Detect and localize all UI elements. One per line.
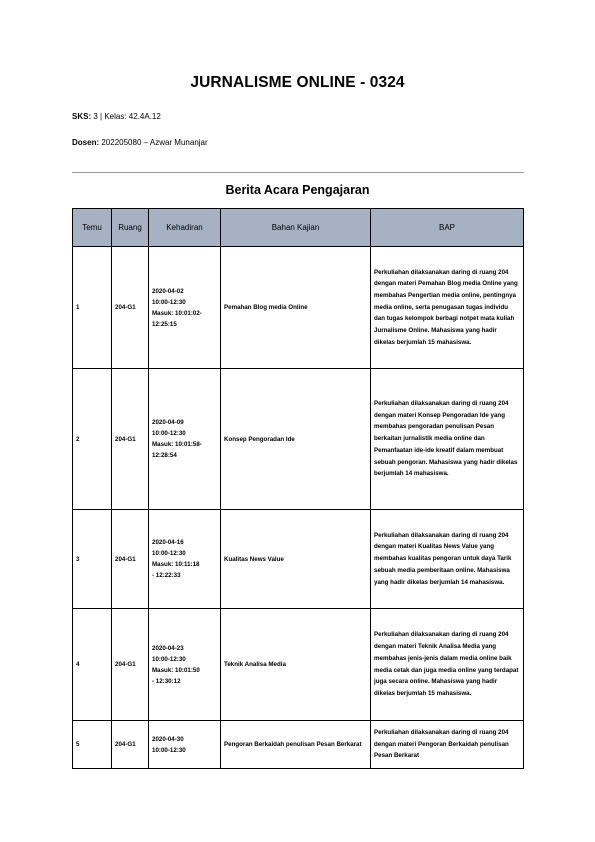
teaching-record-table: [72, 208, 524, 769]
header-bahan-kajian: Bahan Kajian: [221, 209, 371, 247]
table-row: [73, 369, 524, 510]
cell-bap: Perkuliahan dilaksanakan daring di ruang 204 dengan materi Teknik Analisa Media yang membahas jenis-jenis dalam media online baik media cetak dan juga media online yang terdapat juga secara online. Mahasiswa yang hadir dikelas berjumlah 15 mahasiswa.: [371, 609, 524, 721]
cell-ruang: 204-G1: [112, 609, 149, 721]
kehadiran-masuk: Masuk: 10:01:58-: [152, 441, 202, 448]
cell-temu: 2: [73, 369, 112, 510]
kehadiran-date: 2020-04-16: [152, 539, 184, 546]
course-info: [72, 112, 161, 121]
lecturer-info: [72, 138, 208, 147]
kehadiran-keluar: 12:28:54: [152, 452, 177, 459]
cell-bap: Perkuliahan dilaksanakan daring di ruang 204 dengan materi Konsep Pengoradan Ide yang membahas pengoradan penulisan Pesan berkaitan jurnalistik media online dan Pemanfaatan ide-ide kreatif dalam membuat sebuah pengoran. Mahasiswa yang hadir dikelas berjumlah 14 mahasiswa.: [371, 369, 524, 510]
kehadiran-time: 10:00-12:30: [152, 298, 186, 306]
table-row: [73, 247, 524, 369]
kehadiran-time: 10:00-12:30: [152, 550, 186, 557]
cell-temu: 4: [73, 609, 112, 721]
section-title: Berita Acara Pengajaran: [225, 183, 370, 197]
cell-ruang: 204-G1: [112, 369, 149, 510]
dosen-value: 202205080 – Azwar Munanjar: [101, 138, 208, 147]
cell-ruang: 204-G1: [112, 510, 149, 609]
divider: [72, 172, 524, 173]
cell-temu: 1: [73, 247, 112, 369]
kehadiran-date: 2020-04-23: [152, 644, 184, 652]
header-ruang: Ruang: [112, 209, 149, 247]
cell-kehadiran: [149, 609, 221, 721]
document-title: JURNALISME ONLINE - 0324: [190, 74, 405, 91]
header-kehadiran: Kehadiran: [149, 209, 221, 247]
table-row: [73, 609, 524, 721]
kehadiran-keluar: - 12:22:33: [152, 572, 181, 579]
dosen-label: Dosen:: [72, 138, 100, 147]
kehadiran-date: 2020-04-09: [152, 419, 184, 426]
cell-bahan-kajian: Pemahan Blog media Online: [221, 247, 371, 369]
kehadiran-masuk: Masuk: 10:01:02-: [152, 309, 202, 317]
cell-bap: Perkuliahan dilaksanakan daring di ruang 204 dengan materi Kualitas News Value yang membahas kualitas pengoran untuk daya Tarik sebuah media pemberitaan online. Mahasiswa yang hadir dikelas berjumlah 14 mahasiswa.: [371, 510, 524, 609]
cell-bahan-kajian: Konsep Pengoradan Ide: [221, 369, 371, 510]
cell-bap: Perkuliahan dilaksanakan daring di ruang 204 dengan materi Pengoran Berkaidah penulisan Pesan Berkarat: [371, 721, 524, 769]
kehadiran-masuk: Masuk: 10:01:50: [152, 666, 200, 674]
kehadiran-date: 2020-04-30: [152, 735, 184, 743]
kehadiran-keluar: 12:25:15: [152, 320, 177, 328]
cell-kehadiran: [149, 510, 221, 609]
sks-label: SKS:: [72, 112, 92, 121]
cell-kehadiran: [149, 369, 221, 510]
cell-bap: Perkuliahan dilaksanakan daring di ruang 204 dengan materi Pemahan Blog media Online yang membahas Pengertian media online, pentingnya media online, serta penugasan tugas individu dan tugas kelompok berbagi notpet mata kuliah Jurnalisme Online. Mahasiswa yang hadir dikelas berjumlah 15 mahasiswa.: [371, 247, 524, 369]
kehadiran-time: 10:00-12:30: [152, 655, 186, 663]
kehadiran-time: 10:00-12:30: [152, 430, 186, 437]
sks-kelas-value: 3 | Kelas: 42.4A.12: [93, 112, 161, 121]
cell-bahan-kajian: Teknik Analisa Media: [221, 609, 371, 721]
table-row: [73, 510, 524, 609]
cell-ruang: 204-G1: [112, 721, 149, 769]
cell-temu: 5: [73, 721, 112, 769]
cell-bahan-kajian: Kualitas News Value: [221, 510, 371, 609]
kehadiran-date: 2020-04-02: [152, 287, 184, 295]
cell-ruang: 204-G1: [112, 247, 149, 369]
kehadiran-keluar: - 12:30:12: [152, 677, 181, 685]
table-row: [73, 721, 524, 769]
cell-kehadiran: [149, 721, 221, 769]
table-header-row: [73, 209, 524, 247]
header-bap: BAP: [371, 209, 524, 247]
cell-kehadiran: [149, 247, 221, 369]
cell-temu: 3: [73, 510, 112, 609]
kehadiran-masuk: Masuk: 10:11:18: [152, 561, 200, 568]
kehadiran-time: 10:00-12:30: [152, 746, 186, 754]
cell-bahan-kajian: Pengoran Berkaidah penulisan Pesan Berkarat: [221, 721, 371, 769]
header-temu: Temu: [73, 209, 112, 247]
